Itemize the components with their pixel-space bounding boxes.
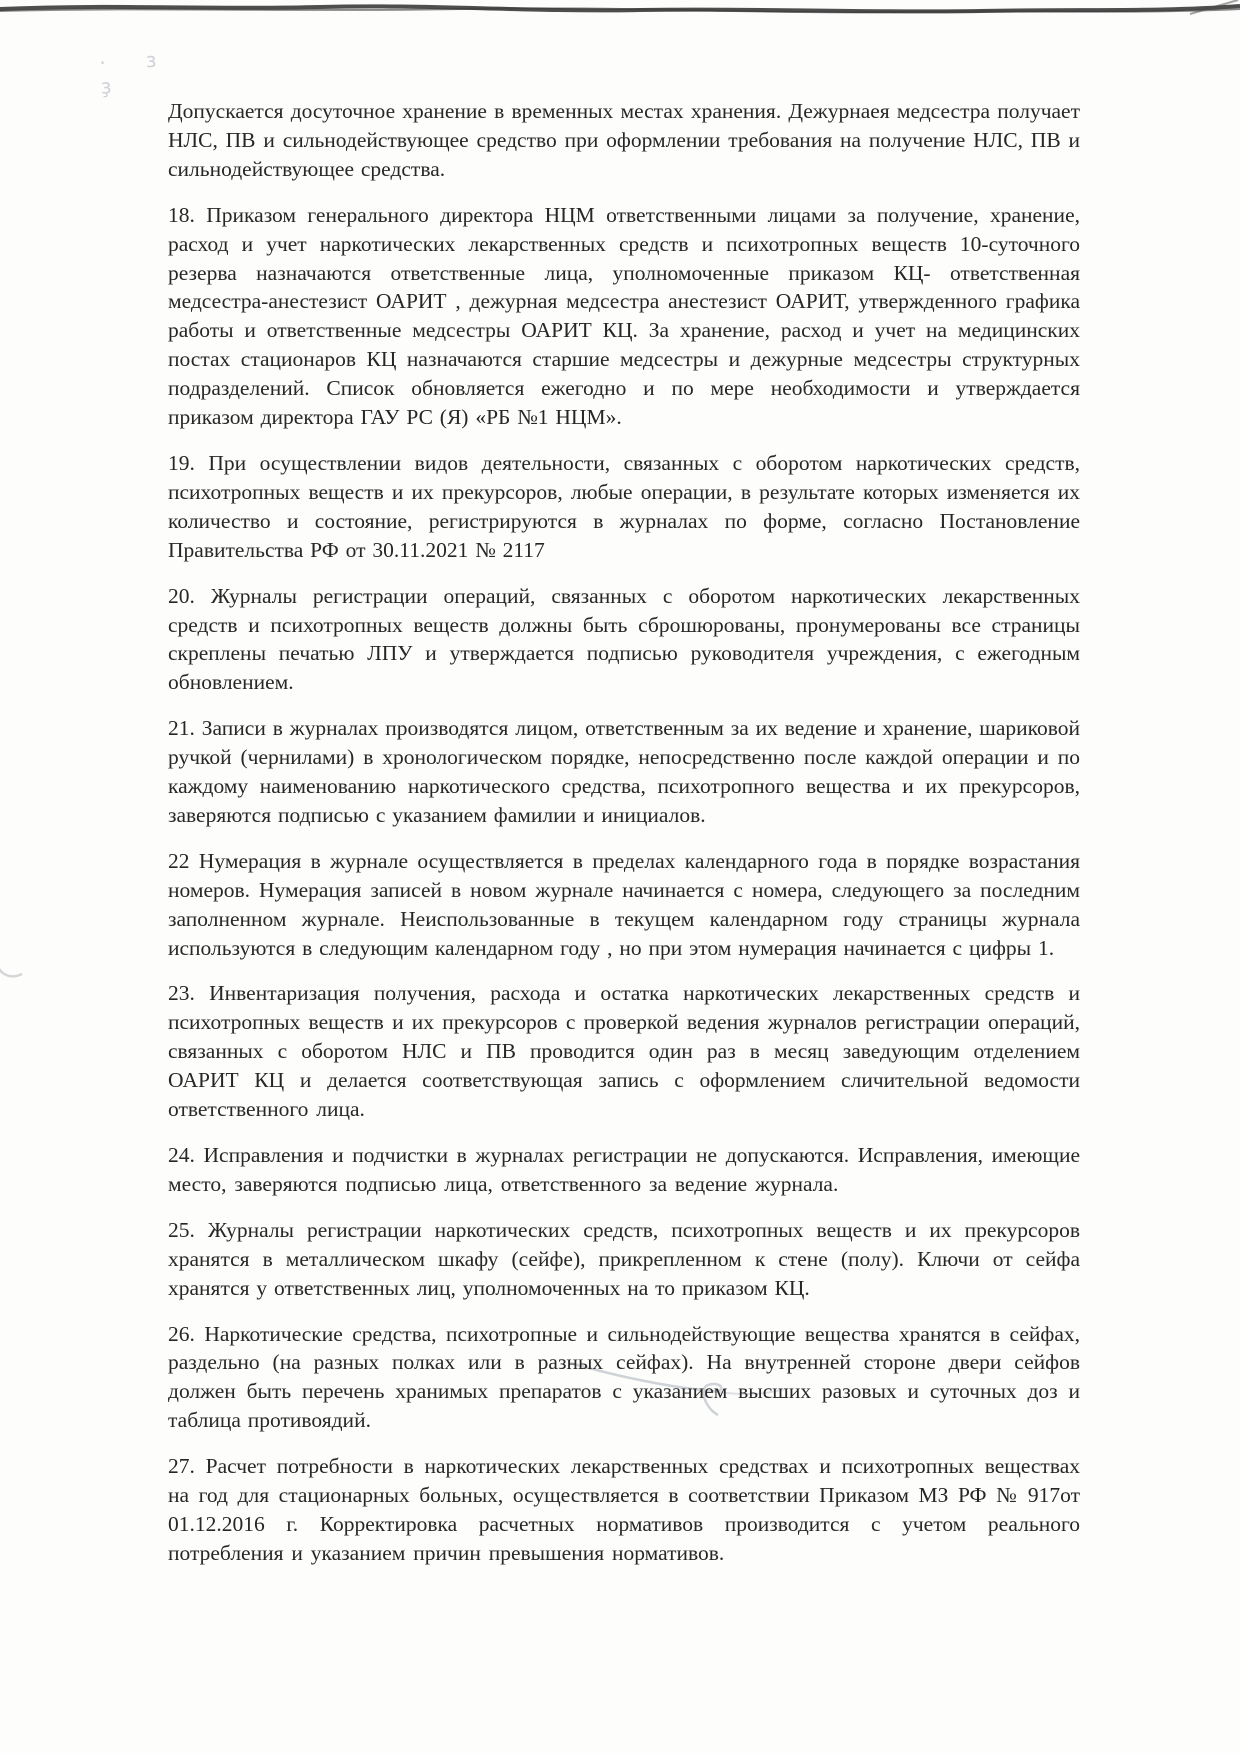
paragraph-27: 27. Расчет потребности в наркотических лекарственных средствах и психотропных веществах на год для стационарных больных, осуществляется в соответствии Приказом МЗ РФ № 917от 01.12.2016 г. Корректировка расчетных нормативов производится с учетом реального потребления и указанием причин превышения нормативов. — [168, 1454, 1080, 1565]
paragraph-25: 25. Журналы регистрации наркотических средств, психотропных веществ и их прекурсоров хранятся в металлическом шкафу (сейфе), прикрепленном к стене (полу). Ключи от сейфа хранятся у ответственных лиц, уполномоченных на то приказом КЦ. — [168, 1217, 1080, 1300]
pencil-mark-artifact: ·ɜ ҙ — [98, 45, 197, 99]
paragraph-21: 21. Записи в журналах производятся лицом, ответственным за их ведение и хранение, шариковой ручкой (чернилами) в хронологическом порядке, непосредственно после каждой операции и по каждому наименованию наркотического средства, психотропного вещества и их прекурсоров, заверяются подписью с указанием фамилии и инициалов. — [168, 716, 1080, 827]
paragraph-intro: Допускается досуточное хранение в временных местах хранения. Дежурнаея медсестра получает НЛС, ПВ и сильнодействующее средство при оформлении требования на получение НЛС, ПВ и сильнодействующее средства. — [168, 99, 1080, 181]
paragraph-26: 26. Наркотические средства, психотропные и сильнодействующие вещества хранятся в сейфах, раздельно (на разных полках или в разных сейфах). На внутренней стороне двери сейфов должен быть перечень хранимых препаратов с указанием высших разовых и суточных доз и таблица противоядий. — [168, 1321, 1080, 1433]
paragraph-24: 24. Исправления и подчистки в журналах регистрации не допускаются. Исправления, имеющие место, заверяются подписью лица, ответственного за ведение журнала. — [168, 1143, 1080, 1196]
document-body — [168, 97, 1080, 1585]
left-edge-artifact — [0, 940, 34, 990]
paragraph-20: 20. Журналы регистрации операций, связанных с оборотом наркотических лекарственных средств и психотропных веществ должны быть сброшюрованы, пронумерованы все страницы скреплены печатью ЛПУ и утверждается подписью руководителя учреждения, с ежегодным обновлением. — [168, 583, 1080, 695]
paragraph-23: 23. Инвентаризация получения, расхода и остатка наркотических лекарственных средств и психотропных веществ и их прекурсоров с проверкой ведения журналов регистрации операций, связанных с оборотом НЛС и ПВ проводится один раз в месяц заведующим отделением ОАРИТ КЦ и делается соответствующая запись с оформлением сличительной ведомости ответственного лица. — [168, 981, 1080, 1122]
paragraph-18: 18. Приказом генерального директора НЦМ ответственными лицами за получение, хранение, расход и учет наркотических лекарственных средств и психотропных веществ 10-суточного резерва назначаются ответственные лица, уполномоченные приказом КЦ- ответственная медсестра-анестезист ОАРИТ , дежурная медсестра анестезист ОАРИТ, утвержденного графика работы и ответственные медсестры ОАРИТ КЦ. За хранение, расход и учет на медицинских постах стационаров КЦ назначаются старшие медсестры и дежурные медсестры структурных подразделений. Список обновляется ежегодно и по мере необходимости и утверждается приказом директора ГАУ РС (Я) «РБ №1 НЦМ». — [168, 202, 1080, 430]
paragraph-22: 22 Нумерация в журнале осуществляется в пределах календарного года в порядке возрастания номеров. Нумерация записей в новом журнале начинается с номера, следующего за последним заполненном журнале. Неиспользованные в текущем календарном году страницы журнала используются в следующим календарном году , но при этом нумерация начинается с цифры 1. — [168, 848, 1080, 960]
scan-edge-artifact — [0, 0, 1240, 26]
paragraph-19: 19. При осуществлении видов деятельности, связанных с оборотом наркотических средств, психотропных веществ и их прекурсоров, любые операции, в результате которых изменяется их количество и состояние, регистрируются в журналах по форме, согласно Постановление Правительства РФ от 30.11.2021 № 2117 — [168, 450, 1080, 562]
